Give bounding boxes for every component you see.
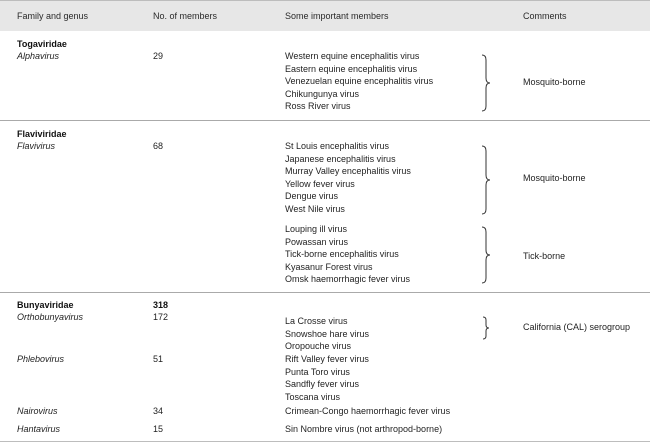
member-list-orthobunyavirus (285, 315, 369, 353)
header-important-members: Some important members (285, 11, 389, 21)
member-list-alphavirus (285, 50, 433, 113)
genus-phlebovirus: Phlebovirus (17, 354, 65, 364)
list-item: Ross River virus (285, 101, 351, 111)
comment-flavivirus-mosquito: Mosquito-borne (523, 173, 586, 183)
brace-icon (480, 226, 492, 284)
list-item: Powassan virus (285, 236, 349, 247)
family-togaviridae: Togaviridae (17, 39, 67, 49)
genus-flavivirus: Flavivirus (17, 141, 56, 151)
list-item: La Crosse virus (285, 316, 348, 326)
list-item: Venezuelan equine encephalitis virus (285, 76, 434, 86)
list-item: Western equine encephalitis virus (285, 51, 420, 61)
list-item: Eastern equine encephalitis virus (285, 63, 418, 74)
list-item: Snowshoe hare virus (285, 328, 370, 339)
list-item: Rift Valley fever virus (285, 354, 369, 364)
header-family-genus: Family and genus (17, 11, 89, 21)
list-item: Crimean-Congo haemorrhagic fever virus (285, 406, 451, 416)
list-item: Chikungunya virus (285, 88, 360, 99)
count-phlebovirus: 51 (153, 354, 164, 364)
list-item: Kyasanur Forest virus (285, 261, 373, 272)
comment-togaviridae: Mosquito-borne (523, 77, 586, 87)
count-nairovirus: 34 (153, 406, 164, 416)
list-item: Japanese encephalitis virus (285, 153, 396, 164)
count-orthobunyavirus: 172 (153, 312, 169, 322)
section-divider (0, 120, 650, 121)
family-flaviviridae: Flaviviridae (17, 129, 67, 139)
section-divider (0, 292, 650, 293)
list-item: Punta Toro virus (285, 366, 350, 377)
list-item: Omsk haemorrhagic fever virus (285, 274, 411, 284)
list-item: Tick-borne encephalitis virus (285, 249, 399, 259)
list-item: Sin Nombre virus (not arthropod-borne) (285, 424, 443, 434)
count-bunyaviridae: 318 (153, 300, 169, 310)
family-bunyaviridae: Bunyaviridae (17, 300, 74, 310)
comment-orthobunyavirus: California (CAL) serogroup (523, 322, 631, 332)
table-header (0, 0, 650, 31)
count-alphavirus: 29 (153, 51, 164, 61)
comment-flavivirus-tick: Tick-borne (523, 251, 566, 261)
genus-nairovirus: Nairovirus (17, 406, 58, 416)
member-list-flavivirus-mosquito (285, 140, 411, 215)
brace-icon (481, 316, 491, 340)
list-item: Yellow fever virus (285, 178, 355, 189)
list-item: Dengue virus (285, 191, 339, 201)
brace-icon (480, 54, 492, 112)
header-comments: Comments (523, 11, 567, 21)
list-item: West Nile virus (285, 203, 345, 214)
list-item: Louping ill virus (285, 224, 348, 234)
list-item: St Louis encephalitis virus (285, 141, 390, 151)
genus-alphavirus: Alphavirus (17, 51, 60, 61)
list-item: Oropouche virus (285, 341, 352, 351)
list-item: Murray Valley encephalitis virus (285, 166, 411, 176)
count-hantavirus: 15 (153, 424, 164, 434)
genus-orthobunyavirus: Orthobunyavirus (17, 312, 84, 322)
brace-icon (480, 145, 492, 215)
list-item: Toscana virus (285, 391, 341, 402)
member-list-flavivirus-tick (285, 223, 410, 286)
count-flavivirus: 68 (153, 141, 164, 151)
list-item: Sandfly fever virus (285, 379, 360, 389)
genus-hantavirus: Hantavirus (17, 424, 61, 434)
member-list-phlebovirus (285, 353, 369, 403)
table-bottom-rule (0, 441, 650, 442)
header-num-members: No. of members (153, 11, 218, 21)
